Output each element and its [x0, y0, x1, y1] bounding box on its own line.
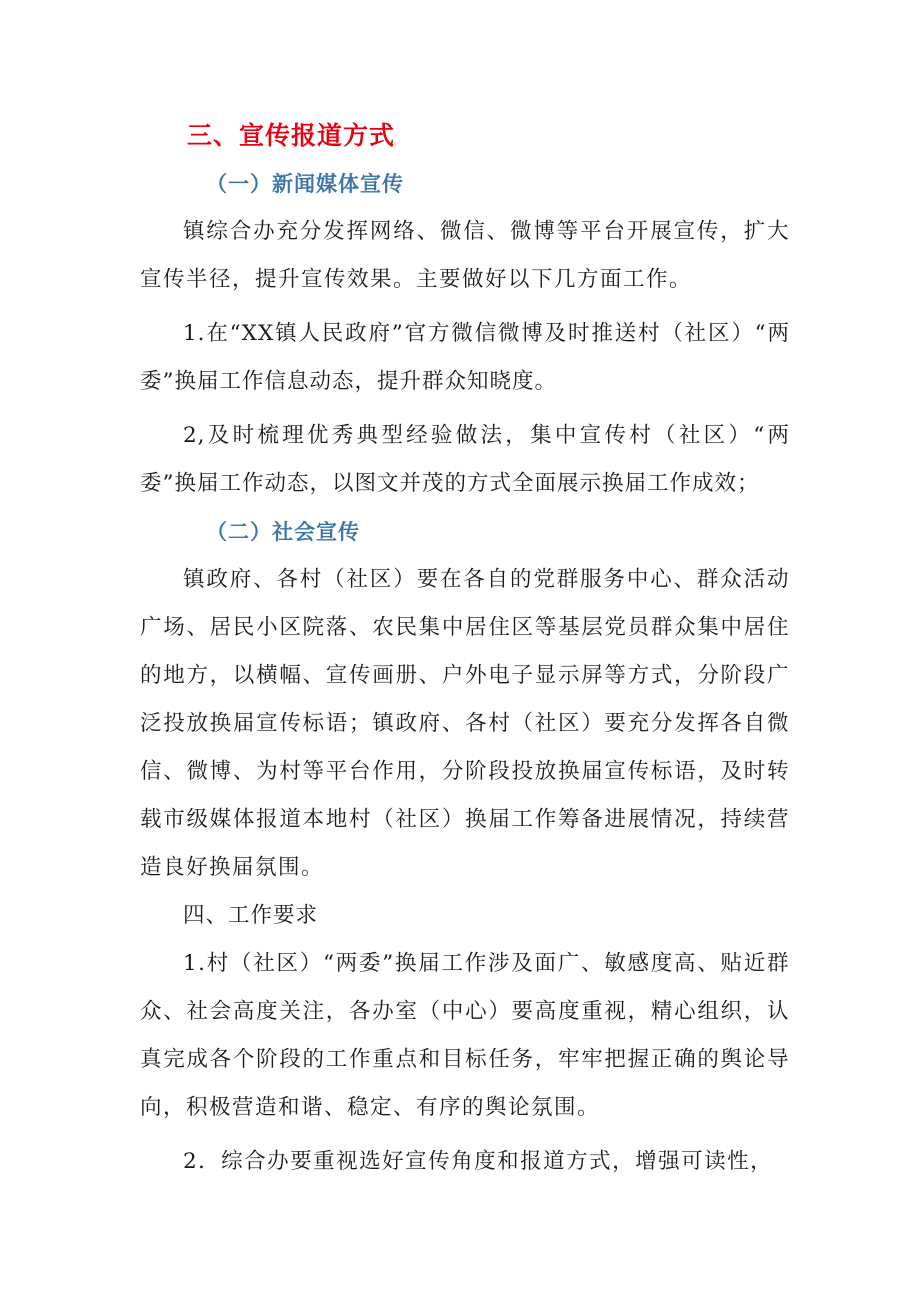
subsection-1-item-1: 1.在“XX镇人民政府”官方微信微博及时推送村（社区）“两委”换届工作信息动态，提升群众知晓度。 — [140, 321, 790, 394]
section-4-item-1: 1.村（社区）“两委”换届工作涉及面广、敏感度高、贴近群众、社会高度关注，各办室（中心）要高度重视，精心组织，认真完成各个阶段的工作重点和目标任务，牢牢把握正确的舆论导向，积极营造和谐、稳定、有序的舆论氛围。 — [140, 951, 790, 1120]
section-3-heading: 三、宣传报道方式 — [187, 121, 396, 150]
section-4-item-2: 2．综合办要重视选好宣传角度和报道方式，增强可读性， — [183, 1149, 774, 1174]
document-body — [140, 112, 790, 1186]
subsection-1-intro: 镇综合办充分发挥网络、微信、微博等平台开展宣传，扩大宣传半径，提升宣传效果。主要做好以下几方面工作。 — [140, 219, 790, 292]
subsection-1-heading: （一）新闻媒体宣传 — [206, 172, 404, 196]
subsection-2-body: 镇政府、各村（社区）要在各自的党群服务中心、群众活动广场、居民小区院落、农民集中居住区等基层党员群众集中居住的地方，以横幅、宣传画册、户外电子显示屏等方式，分阶段广泛投放换届宣传标语；镇政府、各村（社区）要充分发挥各自微信、微博、为村等平台作用，分阶段投放换届宣传标语，及时转载市级媒体报道本地村（社区）换届工作筹备进展情况，持续营造良好换届氛围。 — [140, 567, 790, 880]
subsection-2-heading: （二）社会宣传 — [206, 520, 360, 544]
section-4-heading: 四、工作要求 — [183, 903, 319, 928]
subsection-1-item-2: 2,及时梳理优秀典型经验做法，集中宣传村（社区）“两委”换届工作动态，以图文并茂的方式全面展示换届工作成效； — [140, 423, 790, 496]
